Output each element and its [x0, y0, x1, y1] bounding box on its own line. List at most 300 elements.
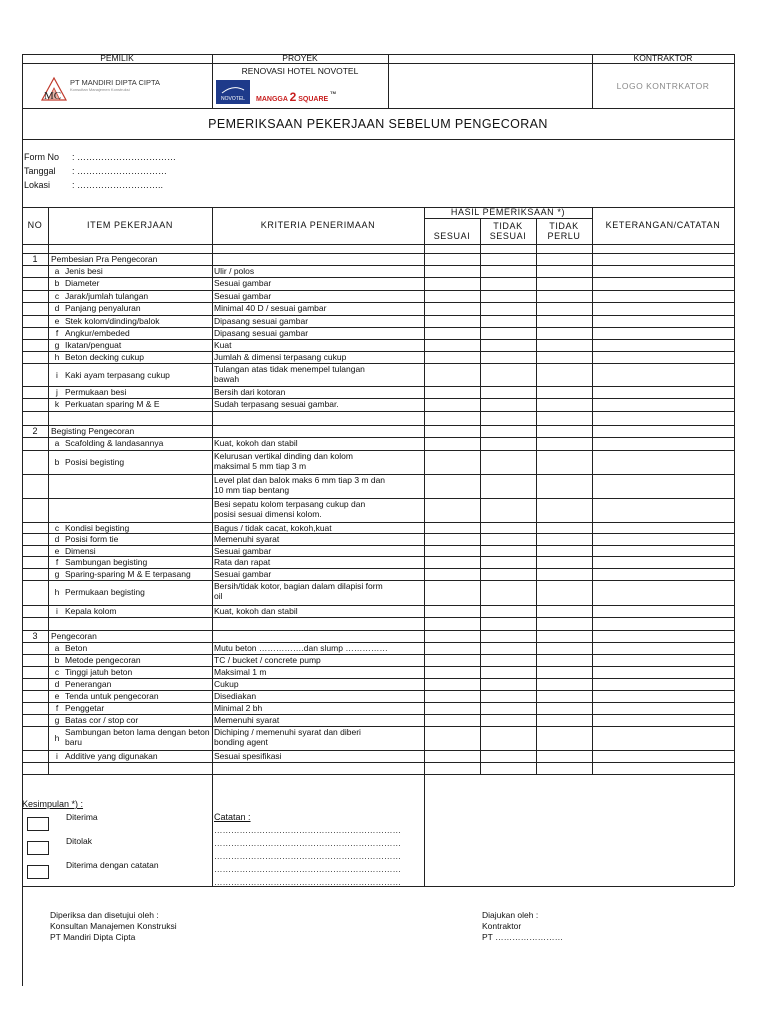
result-tidak-sesuai-cell[interactable]: [480, 363, 536, 386]
mangga-logo-a: MANGGA: [256, 96, 288, 103]
row-letter: a: [54, 266, 60, 276]
result-tidak-perlu-cell[interactable]: [536, 714, 592, 726]
col-tidak-sesuai-header-1: TIDAK: [493, 221, 523, 231]
result-tidak-perlu-cell[interactable]: [536, 498, 592, 522]
signature-right-line: Diajukan oleh :: [482, 910, 539, 920]
row-criteria: Cukup: [214, 679, 239, 689]
result-sesuai-cell[interactable]: [424, 327, 480, 339]
result-tidak-sesuai-cell[interactable]: [480, 351, 536, 363]
row-item: Penerangan: [65, 679, 112, 689]
result-sesuai-cell[interactable]: [424, 533, 480, 545]
result-sesuai-cell[interactable]: [424, 568, 480, 580]
row-item: Tenda untuk pengecoran: [65, 691, 159, 701]
row-letter: e: [54, 316, 60, 326]
notes-cell[interactable]: [592, 714, 734, 726]
col-no-header: NO: [27, 220, 43, 230]
result-sesuai-cell[interactable]: [424, 690, 480, 702]
column-line: [212, 207, 213, 774]
result-sesuai-cell[interactable]: [424, 386, 480, 398]
signature-left-line: Konsultan Manajemen Konstruksi: [50, 921, 177, 931]
result-tidak-sesuai-cell[interactable]: [480, 498, 536, 522]
result-tidak-sesuai-cell[interactable]: [480, 642, 536, 654]
page-title: PEMERIKSAAN PEKERJAAN SEBELUM PENGECORAN: [208, 117, 548, 131]
col-tidak-sesuai-header-2: SESUAI: [489, 231, 527, 241]
header-bottom-line: [22, 108, 734, 109]
notes-cell[interactable]: [592, 474, 734, 498]
row-letter: h: [54, 352, 60, 362]
result-tidak-perlu-cell[interactable]: [536, 617, 592, 630]
frame-left-line: [22, 54, 23, 986]
result-sesuai-cell[interactable]: [424, 605, 480, 617]
note-line[interactable]: …………………………………………………………: [214, 864, 401, 874]
result-tidak-sesuai-cell[interactable]: [480, 568, 536, 580]
row-criteria: Dipasang sesuai gambar: [214, 328, 309, 338]
row-letter: d: [54, 534, 60, 544]
row-criteria: Minimal 2 bh: [214, 703, 263, 713]
result-sesuai-cell[interactable]: [424, 617, 480, 630]
result-tidak-sesuai-cell[interactable]: [480, 533, 536, 545]
result-sesuai-cell[interactable]: [424, 762, 480, 774]
col-notes-header: KETERANGAN/CATATAN: [605, 220, 721, 230]
result-subheader-line: [424, 218, 592, 219]
row-item: Stek kolom/dinding/balok: [65, 316, 160, 326]
novotel-logo: [216, 80, 250, 104]
row-letter: k: [54, 399, 60, 409]
row-letter: a: [54, 438, 60, 448]
result-tidak-sesuai-cell[interactable]: [480, 265, 536, 277]
contractor-logo: LOGO KONTRKATOR: [616, 81, 710, 91]
row-item: Additive yang digunakan: [65, 751, 158, 761]
mangga-logo-tm: TM: [330, 90, 336, 95]
result-tidak-perlu-cell[interactable]: [536, 568, 592, 580]
result-tidak-sesuai-cell[interactable]: [480, 580, 536, 605]
row-item: Metode pengecoran: [65, 655, 141, 665]
result-sesuai-cell[interactable]: [424, 522, 480, 533]
title-bottom-line: [22, 139, 734, 140]
result-tidak-perlu-cell[interactable]: [536, 327, 592, 339]
row-letter: g: [54, 340, 60, 350]
section-title: Pengecoran: [51, 631, 97, 641]
form-info-value[interactable]: : ………………………..: [72, 180, 164, 190]
notes-cell[interactable]: [592, 702, 734, 714]
result-tidak-perlu-cell[interactable]: [536, 302, 592, 315]
notes-cell[interactable]: [592, 425, 734, 437]
row-criteria: Sudah terpasang sesuai gambar.: [214, 399, 339, 409]
row-criteria: Sesuai gambar: [214, 291, 272, 301]
result-sesuai-cell[interactable]: [424, 277, 480, 290]
row-criteria: Besi sepatu kolom terpasang cukup dan posisi sesuai dimensi kolom.: [214, 499, 366, 519]
conclusion-divider: [424, 774, 425, 886]
row-letter: i: [56, 606, 58, 616]
mangga-logo-b: SQUARE: [298, 96, 329, 103]
result-tidak-perlu-cell[interactable]: [536, 315, 592, 327]
result-tidak-perlu-cell[interactable]: [536, 762, 592, 774]
result-tidak-sesuai-cell[interactable]: [480, 327, 536, 339]
row-letter: g: [54, 569, 60, 579]
notes-cell[interactable]: [592, 437, 734, 450]
result-tidak-sesuai-cell[interactable]: [480, 750, 536, 762]
row-item: Panjang penyaluran: [65, 303, 141, 313]
notes-cell[interactable]: [592, 568, 734, 580]
row-item: Batas cor / stop cor: [65, 715, 139, 725]
row-criteria: TC / bucket / concrete pump: [214, 655, 321, 665]
result-tidak-sesuai-cell[interactable]: [480, 762, 536, 774]
row-criteria: Level plat dan balok maks 6 mm tiap 3 m dan 10 mm tiap bentang: [214, 475, 386, 495]
result-sesuai-cell[interactable]: [424, 498, 480, 522]
row-criteria: Rata dan rapat: [214, 557, 271, 567]
result-tidak-perlu-cell[interactable]: [536, 437, 592, 450]
result-tidak-perlu-cell[interactable]: [536, 474, 592, 498]
notes-cell[interactable]: [592, 522, 734, 533]
project-name: RENOVASI HOTEL NOVOTEL: [241, 66, 359, 76]
row-criteria: Sesuai gambar: [214, 546, 272, 556]
result-tidak-sesuai-cell[interactable]: [480, 386, 536, 398]
result-tidak-sesuai-cell[interactable]: [480, 315, 536, 327]
notes-cell[interactable]: [592, 450, 734, 474]
owner-logo-letters: MC: [44, 90, 62, 102]
section-title: Begisting Pengecoran: [51, 426, 135, 436]
result-tidak-sesuai-cell[interactable]: [480, 302, 536, 315]
row-item: Kaki ayam terpasang cukup: [65, 370, 170, 380]
result-sesuai-cell[interactable]: [424, 556, 480, 568]
row-item: Kondisi begisting: [65, 523, 130, 533]
row-item: Jenis besi: [65, 266, 103, 276]
result-tidak-perlu-cell[interactable]: [536, 750, 592, 762]
result-tidak-perlu-cell[interactable]: [536, 630, 592, 642]
result-tidak-perlu-cell[interactable]: [536, 702, 592, 714]
row-criteria: Minimal 40 D / sesuai gambar: [214, 303, 327, 313]
conclusion-option-label: Diterima: [66, 812, 98, 822]
row-letter: c: [54, 667, 60, 677]
row-item: Sambungan begisting: [65, 557, 148, 567]
row-item: Tinggi jatuh beton: [65, 667, 133, 677]
conclusion-checkbox[interactable]: [27, 817, 49, 831]
owner-company-name: PT MANDIRI DIPTA CIPTA: [70, 78, 161, 87]
row-item: Kepala kolom: [65, 606, 117, 616]
notes-cell[interactable]: [592, 617, 734, 630]
notes-cell[interactable]: [592, 411, 734, 425]
result-tidak-sesuai-cell[interactable]: [480, 678, 536, 690]
result-sesuai-cell[interactable]: [424, 244, 480, 253]
result-tidak-sesuai-cell[interactable]: [480, 556, 536, 568]
row-item: Jarak/jumlah tulangan: [65, 291, 149, 301]
row-item: Permukaan besi: [65, 387, 127, 397]
signature-left-line: Diperiksa dan disetujui oleh :: [50, 910, 159, 920]
result-sesuai-cell[interactable]: [424, 253, 480, 265]
result-sesuai-cell[interactable]: [424, 450, 480, 474]
result-tidak-perlu-cell[interactable]: [536, 556, 592, 568]
row-criteria: Jumlah & dimensi terpasang cukup: [214, 352, 347, 362]
row-item: Sparing-sparing M & E terpasang: [65, 569, 191, 579]
notes-cell[interactable]: [592, 327, 734, 339]
project-label: PROYEK: [282, 53, 318, 63]
row-letter: b: [54, 457, 60, 467]
row-criteria: Kuat, kokoh dan stabil: [214, 606, 298, 616]
novotel-swoosh-icon: [216, 82, 250, 96]
result-sesuai-cell[interactable]: [424, 726, 480, 750]
result-sesuai-cell[interactable]: [424, 437, 480, 450]
form-info-label: Form No: [24, 152, 60, 162]
notes-cell[interactable]: [592, 339, 734, 351]
notes-cell[interactable]: [592, 580, 734, 605]
result-sesuai-cell[interactable]: [424, 411, 480, 425]
row-criteria: Mutu beton …………….dan slump ……………: [214, 643, 388, 653]
row-letter: e: [54, 691, 60, 701]
row-letter: f: [55, 328, 59, 338]
row-item: Permukaan begisting: [65, 587, 145, 597]
result-tidak-perlu-cell[interactable]: [536, 678, 592, 690]
note-line[interactable]: …………………………………………………………: [214, 851, 401, 861]
result-tidak-perlu-cell[interactable]: [536, 580, 592, 605]
row-criteria: Dipasang sesuai gambar: [214, 316, 309, 326]
result-sesuai-cell[interactable]: [424, 290, 480, 302]
notes-cell[interactable]: [592, 533, 734, 545]
notes-cell[interactable]: [592, 386, 734, 398]
result-tidak-sesuai-cell[interactable]: [480, 339, 536, 351]
result-tidak-perlu-cell[interactable]: [536, 265, 592, 277]
notes-cell[interactable]: [592, 545, 734, 556]
notes-cell[interactable]: [592, 605, 734, 617]
row-criteria: Sesuai spesifikasi: [214, 751, 282, 761]
row-criteria: Sesuai gambar: [214, 278, 272, 288]
result-tidak-perlu-cell[interactable]: [536, 642, 592, 654]
result-tidak-perlu-cell[interactable]: [536, 690, 592, 702]
notes-cell[interactable]: [592, 762, 734, 774]
row-criteria: Bersih/tidak kotor, bagian dalam dilapisi form oil: [214, 581, 383, 601]
result-tidak-sesuai-cell[interactable]: [480, 690, 536, 702]
result-tidak-sesuai-cell[interactable]: [480, 726, 536, 750]
result-tidak-sesuai-cell[interactable]: [480, 253, 536, 265]
result-tidak-sesuai-cell[interactable]: [480, 666, 536, 678]
result-sesuai-cell[interactable]: [424, 302, 480, 315]
result-sesuai-cell[interactable]: [424, 363, 480, 386]
row-letter: i: [56, 751, 58, 761]
result-sesuai-cell[interactable]: [424, 265, 480, 277]
result-tidak-perlu-cell[interactable]: [536, 666, 592, 678]
col-tidak-perlu-header-2: PERLU: [547, 231, 581, 241]
result-tidak-sesuai-cell[interactable]: [480, 411, 536, 425]
result-tidak-perlu-cell[interactable]: [536, 363, 592, 386]
result-tidak-perlu-cell[interactable]: [536, 290, 592, 302]
result-tidak-sesuai-cell[interactable]: [480, 277, 536, 290]
row-item: Beton: [65, 643, 88, 653]
result-sesuai-cell[interactable]: [424, 425, 480, 437]
result-tidak-sesuai-cell[interactable]: [480, 398, 536, 411]
result-tidak-sesuai-cell[interactable]: [480, 545, 536, 556]
result-sesuai-cell[interactable]: [424, 351, 480, 363]
notes-cell[interactable]: [592, 666, 734, 678]
row-criteria: Kuat: [214, 340, 232, 350]
notes-cell[interactable]: [592, 398, 734, 411]
col-criteria-header: KRITERIA PENERIMAAN: [260, 220, 376, 230]
row-item: Posisi begisting: [65, 457, 125, 467]
notes-cell[interactable]: [592, 690, 734, 702]
row-letter: b: [54, 655, 60, 665]
contractor-label: KONTRAKTOR: [633, 53, 693, 63]
result-sesuai-cell[interactable]: [424, 714, 480, 726]
result-sesuai-cell[interactable]: [424, 750, 480, 762]
result-tidak-sesuai-cell[interactable]: [480, 714, 536, 726]
row-letter: h: [54, 587, 60, 597]
row-letter: c: [54, 291, 60, 301]
row-criteria: Tulangan atas tidak menempel tulangan bawah: [214, 364, 365, 384]
result-sesuai-cell[interactable]: [424, 666, 480, 678]
result-tidak-perlu-cell[interactable]: [536, 411, 592, 425]
form-info-value[interactable]: : ……………………………: [72, 152, 177, 162]
result-tidak-perlu-cell[interactable]: [536, 398, 592, 411]
result-tidak-sesuai-cell[interactable]: [480, 630, 536, 642]
notes-cell[interactable]: [592, 750, 734, 762]
result-tidak-perlu-cell[interactable]: [536, 244, 592, 253]
note-line[interactable]: …………………………………………………………: [214, 877, 401, 887]
result-tidak-sesuai-cell[interactable]: [480, 605, 536, 617]
notes-cell[interactable]: [592, 678, 734, 690]
row-letter: g: [54, 715, 60, 725]
notes-cell[interactable]: [592, 265, 734, 277]
row-criteria: Dichiping / memenuhi syarat dan diberi bonding agent: [214, 727, 361, 747]
mangga-logo-num: 2: [289, 90, 297, 104]
row-letter: c: [54, 523, 60, 533]
notes-cell[interactable]: [592, 498, 734, 522]
conclusion-option-label: Ditolak: [66, 836, 92, 846]
result-tidak-perlu-cell[interactable]: [536, 351, 592, 363]
row-number: 3: [32, 631, 38, 641]
row-criteria: Kuat, kokoh dan stabil: [214, 438, 298, 448]
result-tidak-perlu-cell[interactable]: [536, 654, 592, 666]
result-sesuai-cell[interactable]: [424, 630, 480, 642]
column-line: [48, 207, 49, 774]
row-item: Beton decking cukup: [65, 352, 144, 362]
row-letter: j: [56, 387, 58, 397]
result-sesuai-cell[interactable]: [424, 580, 480, 605]
conclusion-divider: [212, 774, 213, 886]
row-number: 1: [32, 254, 38, 264]
notes-cell[interactable]: [592, 244, 734, 253]
row-criteria: Memenuhi syarat: [214, 715, 280, 725]
row-criteria: Bersih dari kotoran: [214, 387, 286, 397]
notes-cell[interactable]: [592, 726, 734, 750]
form-info-value[interactable]: : …………………………: [72, 166, 168, 176]
row-item: Scafolding & landasannya: [65, 438, 164, 448]
result-tidak-sesuai-cell[interactable]: [480, 617, 536, 630]
notes-cell[interactable]: [592, 642, 734, 654]
col-item-header: ITEM PEKERJAAN: [87, 220, 173, 230]
result-sesuai-cell[interactable]: [424, 654, 480, 666]
row-line: [22, 774, 734, 775]
row-item: Angkur/embeded: [65, 328, 130, 338]
row-letter: i: [56, 370, 58, 380]
row-criteria: Sesuai gambar: [214, 569, 272, 579]
conclusion-option-label: Diterima dengan catatan: [66, 860, 159, 870]
row-item: Sambungan beton lama dengan beton baru: [65, 727, 210, 747]
row-item: Penggetar: [65, 703, 105, 713]
notes-cell[interactable]: [592, 654, 734, 666]
header-divider: [388, 54, 389, 108]
frame-right-line: [734, 54, 735, 886]
header-divider: [212, 54, 213, 108]
row-letter: h: [54, 733, 60, 743]
notes-cell[interactable]: [592, 556, 734, 568]
novotel-logo-text: NOVOTEL: [221, 96, 245, 102]
row-number: 2: [32, 426, 38, 436]
result-sesuai-cell[interactable]: [424, 339, 480, 351]
notes-cell[interactable]: [592, 302, 734, 315]
note-line[interactable]: …………………………………………………………: [214, 838, 401, 848]
note-line[interactable]: …………………………………………………………: [214, 825, 401, 835]
result-sesuai-cell[interactable]: [424, 642, 480, 654]
form-info-label: Tanggal: [24, 166, 56, 176]
result-tidak-sesuai-cell[interactable]: [480, 425, 536, 437]
row-item: Ikatan/penguat: [65, 340, 122, 350]
row-letter: a: [54, 643, 60, 653]
notes-cell[interactable]: [592, 363, 734, 386]
row-letter: b: [54, 278, 60, 288]
notes-cell[interactable]: [592, 630, 734, 642]
row-letter: d: [54, 679, 60, 689]
result-sesuai-cell[interactable]: [424, 678, 480, 690]
row-criteria: Kelurusan vertikal dinding dan kolom maksimal 5 mm tiap 3 m: [214, 451, 353, 471]
result-tidak-perlu-cell[interactable]: [536, 425, 592, 437]
result-tidak-perlu-cell[interactable]: [536, 253, 592, 265]
result-sesuai-cell[interactable]: [424, 474, 480, 498]
result-tidak-perlu-cell[interactable]: [536, 605, 592, 617]
signature-right-line: Kontraktor: [482, 921, 522, 931]
row-letter: e: [54, 546, 60, 556]
row-criteria: Ulir / polos: [214, 266, 255, 276]
row-letter: f: [55, 703, 59, 713]
col-tidak-perlu-header-1: TIDAK: [549, 221, 579, 231]
result-sesuai-cell[interactable]: [424, 545, 480, 556]
conclusion-label: Kesimpulan *) :: [22, 799, 84, 809]
result-tidak-sesuai-cell[interactable]: [480, 450, 536, 474]
notes-cell[interactable]: [592, 277, 734, 290]
result-tidak-perlu-cell[interactable]: [536, 726, 592, 750]
result-tidak-sesuai-cell[interactable]: [480, 474, 536, 498]
notes-cell[interactable]: [592, 351, 734, 363]
row-item: Perkuatan sparing M & E: [65, 399, 160, 409]
result-tidak-perlu-cell[interactable]: [536, 450, 592, 474]
conclusion-checkbox[interactable]: [27, 865, 49, 879]
row-letter: d: [54, 303, 60, 313]
row-criteria: Disediakan: [214, 691, 257, 701]
row-criteria: Memenuhi syarat: [214, 534, 280, 544]
result-tidak-sesuai-cell[interactable]: [480, 290, 536, 302]
conclusion-checkbox[interactable]: [27, 841, 49, 855]
result-tidak-perlu-cell[interactable]: [536, 386, 592, 398]
result-tidak-perlu-cell[interactable]: [536, 533, 592, 545]
result-tidak-perlu-cell[interactable]: [536, 522, 592, 533]
row-criteria: Maksimal 1 m: [214, 667, 267, 677]
result-tidak-perlu-cell[interactable]: [536, 277, 592, 290]
mangga-logo: [256, 90, 336, 104]
result-tidak-sesuai-cell[interactable]: [480, 522, 536, 533]
result-sesuai-cell[interactable]: [424, 398, 480, 411]
row-criteria: Bagus / tidak cacat, kokoh,kuat: [214, 523, 332, 533]
result-tidak-sesuai-cell[interactable]: [480, 702, 536, 714]
result-tidak-perlu-cell[interactable]: [536, 545, 592, 556]
result-tidak-sesuai-cell[interactable]: [480, 244, 536, 253]
notes-cell[interactable]: [592, 315, 734, 327]
result-tidak-sesuai-cell[interactable]: [480, 437, 536, 450]
result-tidak-perlu-cell[interactable]: [536, 339, 592, 351]
result-sesuai-cell[interactable]: [424, 702, 480, 714]
col-sesuai-header: SESUAI: [433, 231, 471, 241]
notes-cell[interactable]: [592, 290, 734, 302]
signature-left-line: PT Mandiri Dipta Cipta: [50, 932, 136, 942]
result-tidak-sesuai-cell[interactable]: [480, 654, 536, 666]
result-sesuai-cell[interactable]: [424, 315, 480, 327]
notes-cell[interactable]: [592, 253, 734, 265]
